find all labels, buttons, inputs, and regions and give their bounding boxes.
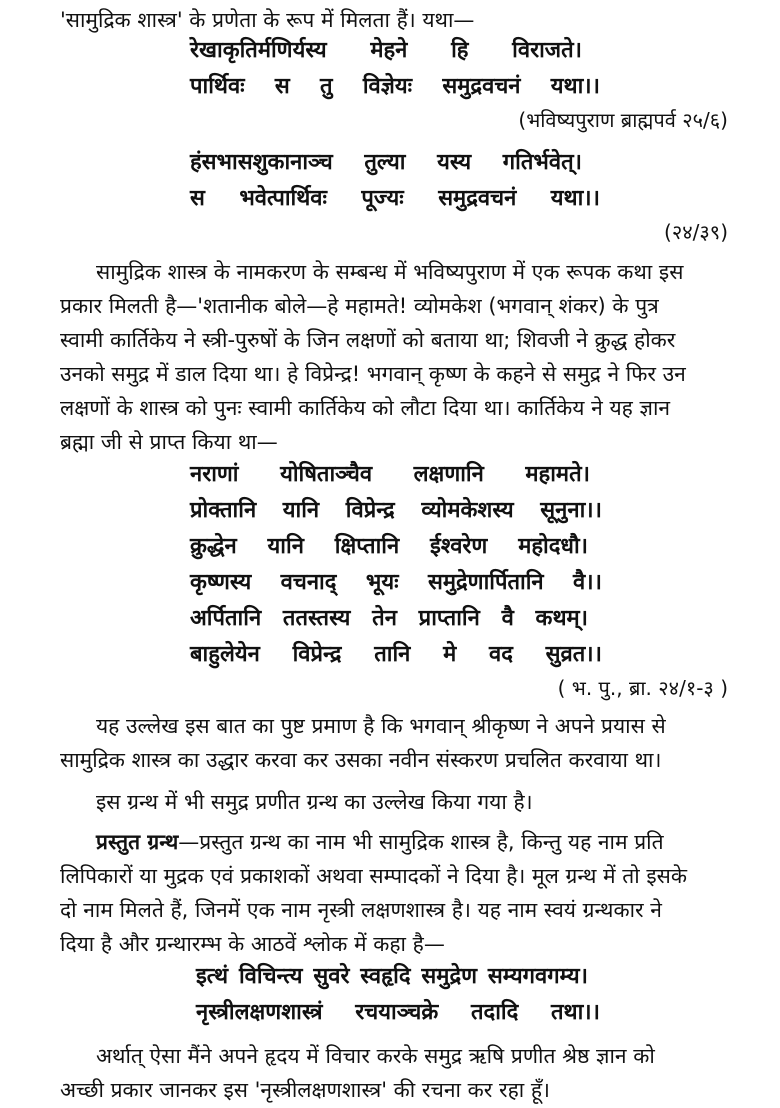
verse-word: विप्रेन्द्र (292, 642, 342, 667)
verse3-line1 (190, 460, 590, 490)
verse-word: तु (320, 74, 333, 99)
verse-word: पार्थिवः (190, 74, 245, 99)
verse-word: सूनुना।। (540, 498, 602, 523)
verse4-line2 (196, 998, 600, 1028)
paragraph4-line: लिपिकारों या मुद्रक एवं प्रकाशकों अथवा सम्पादकों ने दिया है। मूल ग्रन्थ में तो इसके (60, 864, 687, 888)
verse-word: यानि (267, 534, 304, 559)
verse-word: यानि (282, 498, 320, 523)
verse3-line6 (190, 640, 602, 670)
verse-word: वचनाद् (280, 570, 337, 595)
verse-word: स्वहृदि (360, 964, 411, 989)
verse-word: वै।। (573, 570, 602, 595)
verse-word: हंसभासशुकानाञ्च (190, 150, 333, 175)
verse-word: रेखाकृतिर्मणिर्यस्य (190, 38, 327, 63)
verse-word: कथम्। (535, 606, 588, 631)
verse-word: नृस्त्रीलक्षणशास्त्रं (196, 1000, 323, 1025)
verse-word: सम्यगवगम्य। (487, 964, 588, 989)
verse-word: गतिर्भवेत्। (502, 150, 582, 175)
verse-word: नराणां (190, 462, 239, 487)
verse-word: तथा।। (551, 1000, 600, 1025)
verse-word: सुवरे (313, 964, 350, 989)
verse1-reference: (भविष्यपुराण ब्राह्मपर्व २५/६) (518, 108, 728, 132)
verse2-reference: (२४/३९) (664, 220, 728, 244)
verse2-line1 (190, 148, 582, 178)
paragraph1-line: प्रकार मिलती है—'शतानीक बोले—हे महामते! व्योमकेश (भगवान् शंकर) के पुत्र (60, 294, 659, 318)
verse-word: इत्थं (196, 964, 229, 989)
verse-word: कृष्णस्य (190, 570, 252, 595)
verse-word: लक्षणानि (413, 462, 484, 487)
paragraph1-line: स्वामी कार्तिकेय ने स्त्री-पुरुषों के जिन लक्षणों को बताया था; शिवजी ने क्रुद्ध होकर (60, 328, 676, 352)
verse-word: तुल्या (364, 150, 406, 175)
verse4-line1 (196, 962, 588, 992)
verse-word: पूज्यः (361, 186, 404, 211)
paragraph5-line: अच्छी प्रकार जानकर इस 'नृस्त्रीलक्षणशास्त्र' की रचना कर रहा हूँ। (60, 1078, 550, 1102)
verse-word: मे (443, 642, 457, 667)
verse2-line2 (190, 184, 600, 214)
verse-word: समुद्रवचनं (442, 74, 521, 99)
verse3-line2 (190, 496, 602, 526)
verse-word: क्रुद्धेन (190, 534, 237, 559)
verse-word: सुव्रत।। (545, 642, 602, 667)
verse-word: तदादि (471, 1000, 519, 1025)
verse-word: विचिन्त्य (238, 964, 303, 989)
verse-word: विप्रेन्द्र (345, 498, 395, 523)
verse-word: योषिताञ्चैव (280, 462, 373, 487)
verse-word: स (274, 74, 290, 99)
verse-word: मेहने (370, 38, 408, 63)
verse3-line5 (190, 604, 588, 634)
verse-word: हि (451, 38, 469, 63)
verse-word: विराजते। (512, 38, 582, 63)
verse-word: यथा।। (550, 74, 600, 99)
verse-word: विज्ञेयः (362, 74, 413, 99)
verse-word: प्रोक्तानि (190, 498, 257, 523)
verse1-line2 (190, 72, 600, 102)
verse3-line4 (190, 568, 602, 598)
verse-word: रचयाञ्चक्रे (355, 1000, 439, 1025)
paragraph4-first-line-text: —प्रस्तुत ग्रन्थ का नाम भी सामुद्रिक शास्त्र है, किन्तु यह नाम प्रति (178, 830, 664, 854)
verse-word: भवेत्पार्थिवः (239, 186, 327, 211)
verse-word: अर्पितानि (190, 606, 262, 631)
verse-word: व्योमकेशस्य (421, 498, 514, 523)
paragraph2-line: यह उल्लेख इस बात का पुष्ट प्रमाण है कि भगवान् श्रीकृष्ण ने अपने प्रयास से (96, 714, 666, 738)
verse-word: महोदधौ। (518, 534, 588, 559)
paragraph4-line: दो नाम मिलते हैं, जिनमें एक नाम नृस्त्री लक्षणशास्त्र है। यह नाम स्वयं ग्रन्थकार ने (60, 898, 662, 922)
paragraph4-first-line (96, 828, 664, 856)
verse-word: ततस्तस्य (282, 606, 351, 631)
verse-word: तानि (374, 642, 411, 667)
paragraph4-line: दिया है और ग्रन्थारम्भ के आठवें श्लोक में कहा है— (60, 932, 445, 956)
verse-word: समुद्रेण (421, 964, 478, 989)
verse-word: समुद्रेणार्पितानि (427, 570, 544, 595)
verse-word: स (190, 186, 205, 211)
verse-word: वै (501, 606, 514, 631)
verse-word: बाहुलेयेन (190, 642, 260, 667)
paragraph2-line: सामुद्रिक शास्त्र का उद्धार करवा कर उसका नवीन संस्करण प्रचलित करवाया था। (60, 748, 662, 772)
section-heading: प्रस्तुत ग्रन्थ (96, 830, 179, 854)
verse-word: क्षिप्तानि (334, 534, 400, 559)
paragraph1-line: सामुद्रिक शास्त्र के नामकरण के सम्बन्ध में भविष्यपुराण में एक रूपक कथा इस (96, 260, 684, 284)
verse3-reference: ( भ. पु., ब्रा. २४/१-३ ) (557, 676, 728, 700)
intro-line: 'सामुद्रिक शास्त्र' के प्रणेता के रूप में मिलता हैं। यथा— (60, 8, 475, 32)
paragraph3-line: इस ग्रन्थ में भी समुद्र प्रणीत ग्रन्थ का उल्लेख किया गया है। (96, 790, 533, 814)
verse-word: तेन (372, 606, 397, 631)
verse-word: समुद्रवचनं (438, 186, 517, 211)
verse-word: यस्य (437, 150, 472, 175)
paragraph1-line: लक्षणों के शास्त्र को पुनः स्वामी कार्तिकेय को लौटा दिया था। कार्तिकेय ने यह ज्ञान (60, 396, 671, 420)
paragraph1-line: उनको समुद्र में डाल दिया था। हे विप्रेन्द्र! भगवान् कृष्ण के कहने से समुद्र ने फिर उन (60, 362, 686, 386)
verse-word: भूयः (365, 570, 399, 595)
verse1-line1 (190, 36, 582, 66)
verse-word: वद (488, 642, 513, 667)
verse-word: यथा।। (550, 186, 600, 211)
verse-word: प्राप्तानि (418, 606, 480, 631)
paragraph1-line: ब्रह्मा जी से प्राप्त किया था— (60, 430, 278, 454)
verse-word: ईश्वरेण (430, 534, 488, 559)
verse3-line3 (190, 532, 588, 562)
verse-word: महामते। (525, 462, 590, 487)
paragraph5-line: अर्थात् ऐसा मैंने अपने हृदय में विचार करके समुद्र ऋषि प्रणीत श्रेष्ठ ज्ञान को (96, 1044, 655, 1068)
